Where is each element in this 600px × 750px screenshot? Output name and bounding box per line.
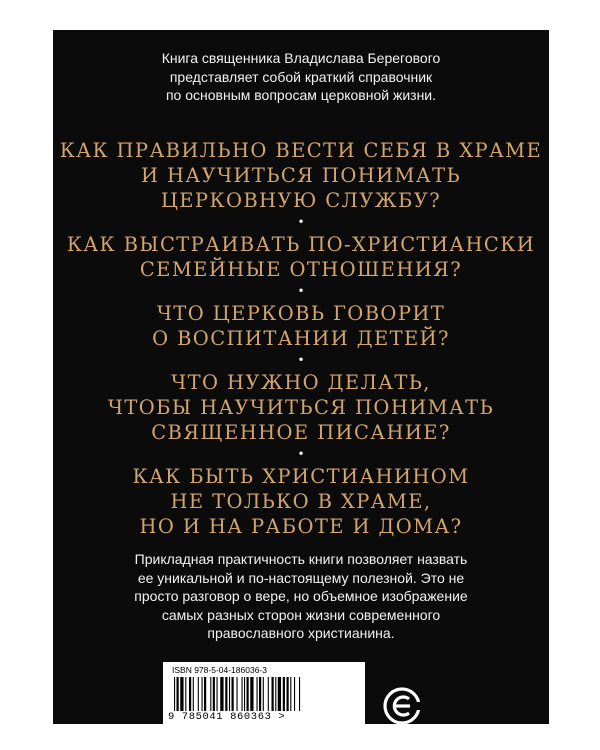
bullet-separator: • xyxy=(297,447,305,461)
outro-line: просто разговор о вере, но объемное изображение xyxy=(134,588,468,604)
question-line: И НАУЧИТЬСЯ ПОНИМАТЬ xyxy=(140,164,462,187)
question-line: КАК БЫТЬ ХРИСТИАНИНОМ xyxy=(132,465,470,488)
bullet-separator: • xyxy=(297,353,305,367)
intro-line: представляет собой краткий справочник xyxy=(169,68,433,85)
intro-paragraph xyxy=(53,49,549,105)
barcode-bars xyxy=(172,677,356,711)
outro-line: самых разных сторон жизни современного xyxy=(161,606,441,623)
question-line: СВЯЩЕННОЕ ПИСАНИЕ? xyxy=(151,421,451,444)
question-line: КАК ВЫСТРАИВАТЬ ПО-ХРИСТИАНСКИ xyxy=(66,233,536,256)
question-5 xyxy=(53,464,549,539)
question-line: ЦЕРКОВНУЮ СЛУЖБУ? xyxy=(160,189,442,212)
question-4 xyxy=(53,370,549,445)
question-line: КАК ПРАВИЛЬНО ВЕСТИ СЕБЯ В ХРАМЕ xyxy=(59,139,543,162)
outro-line: Прикладная практичность книги позволяет назвать xyxy=(134,551,468,567)
question-2 xyxy=(53,232,549,282)
question-3 xyxy=(53,301,549,351)
book-back-cover xyxy=(53,30,549,724)
question-line: СЕМЕЙНЫЕ ОТНОШЕНИЯ? xyxy=(139,258,463,281)
questions-list xyxy=(53,138,549,539)
intro-line: Книга священника Владислава Берегового xyxy=(161,50,441,66)
bullet-separator: • xyxy=(297,284,305,298)
outro-line: православного христианина. xyxy=(207,625,395,641)
question-1 xyxy=(53,138,549,213)
outro-line: ее уникальной и по-настоящему полезной. Это не xyxy=(137,569,465,586)
bullet-separator: • xyxy=(297,215,305,229)
question-line: НЕ ТОЛЬКО В ХРАМЕ, xyxy=(170,490,432,513)
barcode-digits: 9 785041 860363 > xyxy=(168,711,286,723)
question-line: О ВОСПИТАНИИ ДЕТЕЙ? xyxy=(152,327,450,350)
question-line: НО И НА РАБОТЕ И ДОМА? xyxy=(139,515,463,538)
isbn-label: ISBN 978-5-04-186036-3 xyxy=(172,665,267,675)
outro-paragraph xyxy=(53,550,549,643)
eksmo-logo-icon xyxy=(382,686,422,724)
question-line: ЧТО НУЖНО ДЕЛАТЬ, xyxy=(171,371,431,394)
question-line: ЧТО ЦЕРКОВЬ ГОВОРИТ xyxy=(156,302,446,325)
intro-line: по основным вопросам церковной жизни. xyxy=(165,87,437,103)
question-line: ЧТОБЫ НАУЧИТЬСЯ ПОНИМАТЬ xyxy=(107,396,495,419)
barcode-panel xyxy=(163,662,365,724)
